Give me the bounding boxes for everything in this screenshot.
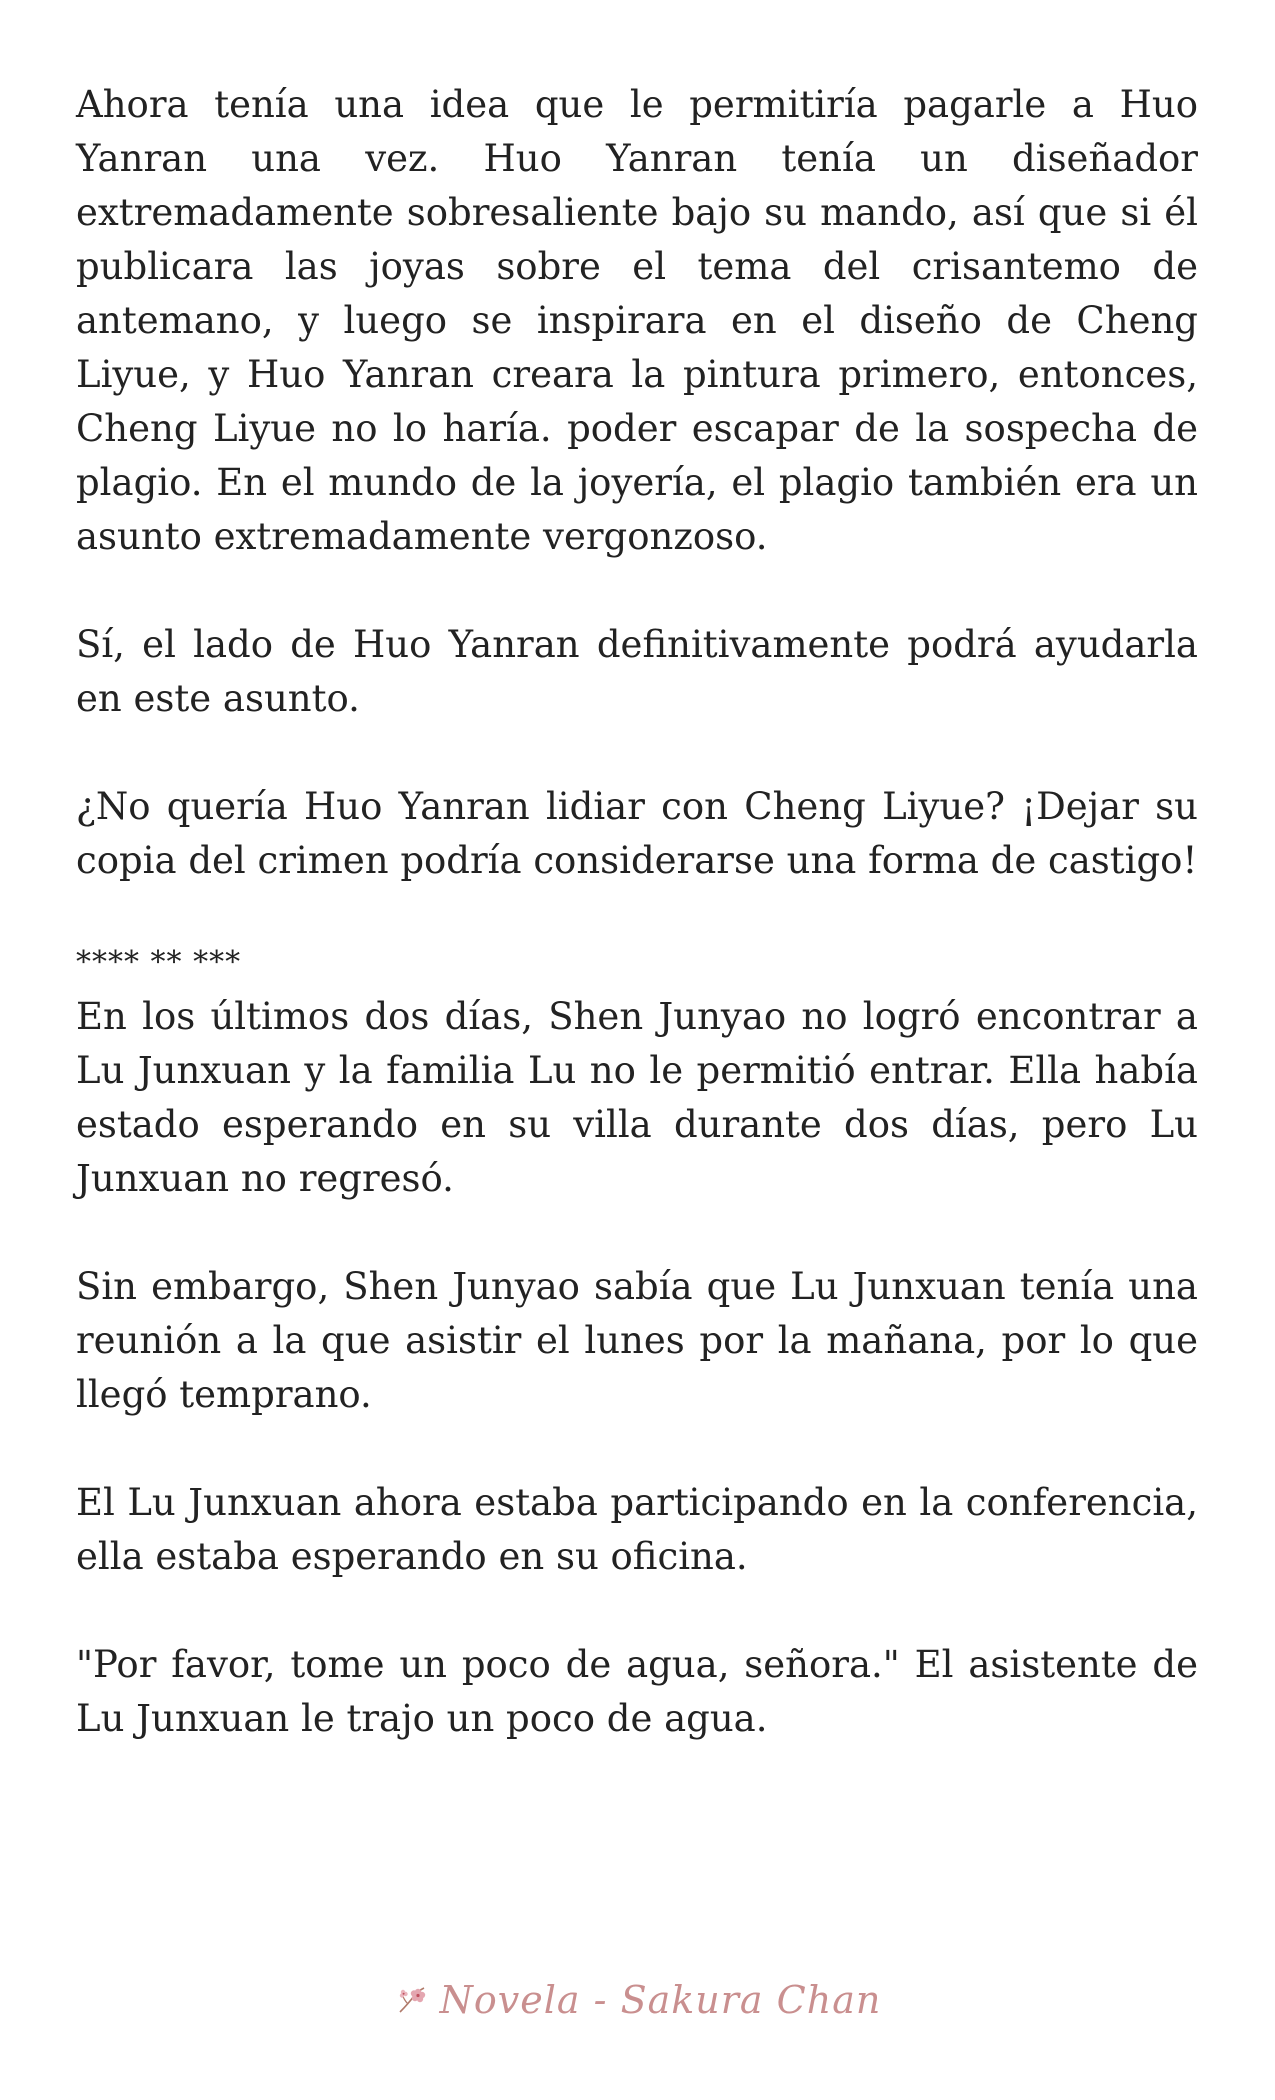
chapter-text bbox=[76, 78, 1198, 1800]
paragraph-5: Sin embargo, Shen Junyao sabía que Lu Junxuan tenía una reunión a la que asistir el lunes por la mañana, por lo que llegó temprano. bbox=[76, 1265, 1198, 1416]
watermark-footer bbox=[0, 1978, 1275, 2022]
watermark-text: Novela - Sakura Chan bbox=[439, 1978, 882, 2022]
sakura-flower-icon bbox=[394, 1982, 430, 2018]
paragraph-2: Sí, el lado de Huo Yanran definitivamente podrá ayudarla en este asunto. bbox=[76, 623, 1198, 720]
paragraph-6: El Lu Junxuan ahora estaba participando en la conferencia, ella estaba esperando en su oficina. bbox=[76, 1481, 1198, 1578]
paragraph-7: "Por favor, tome un poco de agua, señora." El asistente de Lu Junxuan le trajo un poco de agua. bbox=[76, 1643, 1198, 1740]
scene-separator: **** ** *** bbox=[76, 945, 242, 980]
paragraph-4: En los últimos dos días, Shen Junyao no logró encontrar a Lu Junxuan y la familia Lu no le permitió entrar. Ella había estado esperando en su villa durante dos días, pero Lu Junxuan no regresó. bbox=[76, 995, 1198, 1200]
paragraph-1: Ahora tenía una idea que le permitiría pagarle a Huo Yanran una vez. Huo Yanran tenía un diseñador extremadamente sobresaliente bajo su mando, así que si él publicara las joyas sobre el tema del crisantemo de antemano, y luego se inspirara en el diseño de Cheng Liyue, y Huo Yanran creara la pintura primero, entonces, Cheng Liyue no lo haría. poder escapar de la sospecha de plagio. En el mundo de la joyería, el plagio también era un asunto extremadamente vergonzoso. bbox=[76, 83, 1198, 558]
paragraph-3: ¿No quería Huo Yanran lidiar con Cheng Liyue? ¡Dejar su copia del crimen podría considerarse una forma de castigo! bbox=[76, 785, 1198, 882]
